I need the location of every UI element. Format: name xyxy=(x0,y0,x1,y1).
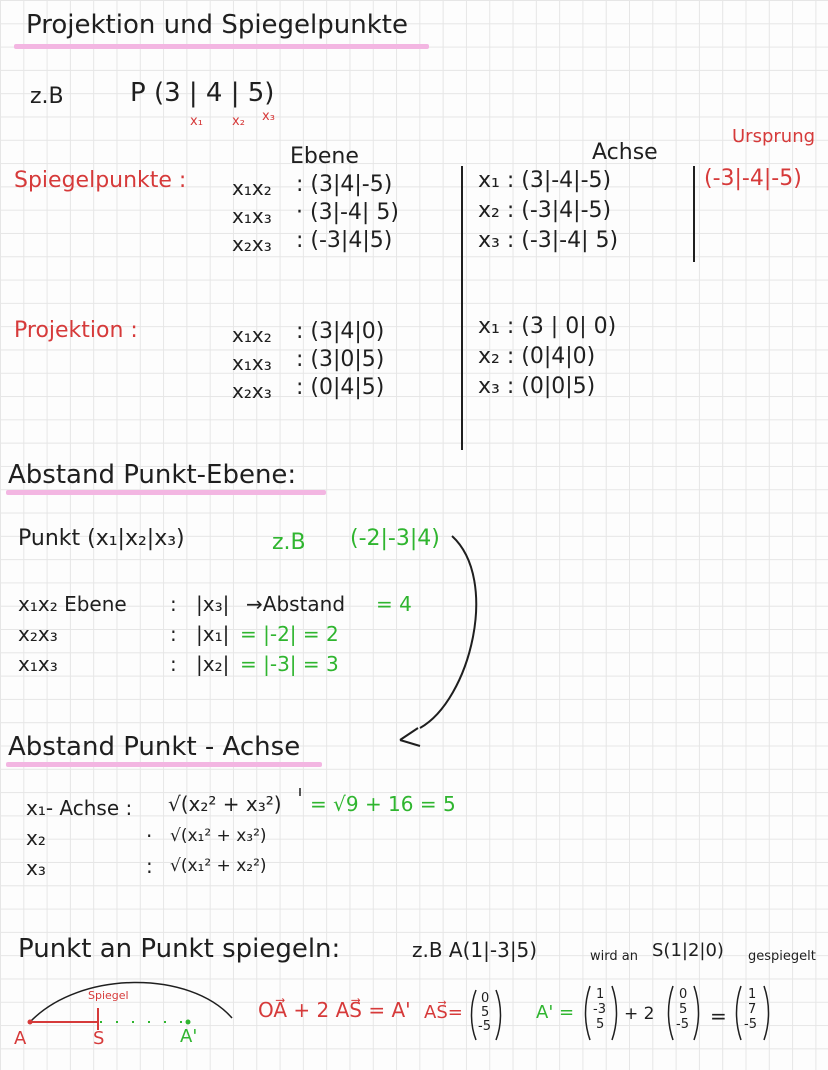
abstand-ebene-plane-2: x₂x₃ xyxy=(18,622,58,646)
spiegel-ebene-plane-3: x₂x₃ xyxy=(232,232,272,256)
proj-achse-3: x₃ : (0|0|5) xyxy=(478,374,596,399)
spiegel-ebene-plane-1: x₁x₂ xyxy=(232,176,272,200)
abstand-achse-sep-2: · xyxy=(146,824,153,848)
as-label: AS⃗= xyxy=(424,1002,463,1023)
spiegelpunkte-label: Spiegelpunkte : xyxy=(14,168,187,193)
abstand-ebene-formula-3: |x₂| xyxy=(196,652,230,676)
vector-paren-a-right xyxy=(612,986,617,1040)
plus-two: + 2 xyxy=(624,1004,655,1024)
abstand-achse-axis-2: x₂ xyxy=(26,826,46,850)
abstand-achse-heading: Abstand Punkt - Achse xyxy=(8,732,301,762)
as-vector-again-2: 5 xyxy=(679,1002,688,1017)
sketch-label-spiegel: Spiegel xyxy=(88,989,129,1002)
abstand-ebene-sep-1: : xyxy=(170,592,177,616)
abstand-ebene-example-label: z.B xyxy=(272,530,306,555)
a-vector-3: 5 xyxy=(596,1017,605,1032)
page-title: Projektion und Spiegelpunkte xyxy=(26,10,408,40)
proj-ebene-plane-2: x₁x₃ xyxy=(232,351,272,375)
vector-paren-as-left xyxy=(472,990,477,1040)
proj-achse-1: x₁ : (3 | 0| 0) xyxy=(478,314,617,339)
spiegel-ebene-value-2: · (3|-4| 5) xyxy=(296,200,399,225)
result-vector-1: 1 xyxy=(748,987,757,1002)
a-vector-2: -3 xyxy=(593,1002,606,1017)
spiegel-ebene-value-1: : (3|4|-5) xyxy=(296,172,393,197)
spiegeln-heading: Punkt an Punkt spiegeln: xyxy=(18,934,341,964)
proj-ebene-plane-1: x₁x₂ xyxy=(232,323,272,347)
achse-header: Achse xyxy=(592,140,658,165)
sketch-label-a-prime: A' xyxy=(180,1026,198,1047)
spiegel-ebene-plane-2: x₁x₃ xyxy=(232,204,272,228)
abstand-ebene-sep-2: : xyxy=(170,622,177,646)
spiegeln-center: S(1|2|0) xyxy=(652,940,724,961)
vector-paren-as2-left xyxy=(669,986,674,1040)
spiegeln-example: z.B A(1|-3|5) xyxy=(412,938,538,962)
vector-paren-result-right xyxy=(764,986,769,1040)
as-vector-again-3: -5 xyxy=(676,1017,689,1032)
equals-sign: = xyxy=(710,1004,727,1028)
vector-paren-result-left xyxy=(737,986,742,1040)
spiegeln-small-wird-an: wird an xyxy=(590,949,638,964)
spiegel-ebene-value-3: : (-3|4|5) xyxy=(296,228,393,253)
coord-label-x2: x₂ xyxy=(232,114,245,129)
as-vector-again-1: 0 xyxy=(679,987,688,1002)
spiegel-achse-3: x₃ : (-3|-4| 5) xyxy=(478,228,619,253)
proj-achse-2: x₂ : (0|4|0) xyxy=(478,344,596,369)
vector-paren-a-left xyxy=(586,986,591,1040)
spiegel-ursprung-value: (-3|-4|-5) xyxy=(704,166,802,191)
sketch-label-a: A xyxy=(14,1028,27,1049)
sketch-point-a-prime xyxy=(186,1020,191,1025)
coord-label-x3: x₃ xyxy=(262,109,275,124)
as-vector-3: -5 xyxy=(478,1019,491,1034)
as-vector-1: 0 xyxy=(481,991,490,1006)
coord-label-x1: x₁ xyxy=(190,114,203,129)
abstand-ebene-heading: Abstand Punkt-Ebene: xyxy=(8,460,297,490)
example-label: z.B xyxy=(30,84,64,109)
abstand-achse-sep-3: : xyxy=(146,854,153,878)
abstand-achse-formula-2: √(x₁² + x₃²) xyxy=(170,826,267,846)
abstand-ebene-arrow-1: →Abstand xyxy=(246,592,346,616)
curved-arrow xyxy=(420,536,476,728)
abstand-ebene-result-1: = 4 xyxy=(376,592,412,616)
abstand-ebene-punkt: Punkt (x₁|x₂|x₃) xyxy=(18,526,185,551)
spiegeln-small-gespiegelt: gespiegelt xyxy=(748,949,816,964)
vector-paren-as2-right xyxy=(694,986,699,1040)
ursprung-header: Ursprung xyxy=(732,126,816,147)
proj-ebene-value-2: : (3|0|5) xyxy=(296,347,385,372)
result-vector-3: -5 xyxy=(744,1017,757,1032)
proj-ebene-value-1: : (3|4|0) xyxy=(296,319,385,344)
abstand-achse-result-1: = √9 + 16 = 5 xyxy=(310,792,456,816)
a-vector-1: 1 xyxy=(596,987,605,1002)
abstand-achse-axis-1: x₁- Achse : xyxy=(26,796,133,820)
abstand-ebene-result-3: = |-3| = 3 xyxy=(240,652,339,676)
vector-paren-as-right xyxy=(496,990,501,1040)
abstand-ebene-sep-3: : xyxy=(170,652,177,676)
projektion-label: Projektion : xyxy=(14,318,138,343)
spiegeln-formula: OA⃗ + 2 AS⃗ = A' xyxy=(258,998,411,1022)
abstand-achse-axis-3: x₃ xyxy=(26,856,46,880)
ebene-header: Ebene xyxy=(290,144,359,169)
abstand-ebene-plane-3: x₁x₃ xyxy=(18,652,58,676)
spiegel-achse-2: x₂ : (-3|4|-5) xyxy=(478,198,612,223)
abstand-ebene-formula-1: |x₃| xyxy=(196,592,230,616)
as-vector-2: 5 xyxy=(481,1005,490,1020)
spiegel-achse-1: x₁ : (3|-4|-5) xyxy=(478,168,612,193)
proj-ebene-plane-3: x₂x₃ xyxy=(232,379,272,403)
arrow-head xyxy=(400,728,420,746)
sketch-label-s: S xyxy=(93,1028,105,1049)
sketch-arc xyxy=(30,982,232,1022)
abstand-ebene-result-2: = |-2| = 2 xyxy=(240,622,339,646)
abstand-achse-formula-3: √(x₁² + x₂²) xyxy=(170,856,267,876)
example-point: P (3 | 4 | 5) xyxy=(130,78,275,108)
abstand-ebene-plane-1: x₁x₂ Ebene xyxy=(18,592,127,616)
a-prime-label: A' = xyxy=(536,1002,575,1023)
sketch-point-a xyxy=(28,1020,33,1025)
abstand-ebene-formula-2: |x₁| xyxy=(196,622,230,646)
result-vector-2: 7 xyxy=(748,1002,757,1017)
abstand-ebene-example-point: (-2|-3|4) xyxy=(350,526,440,551)
proj-ebene-value-3: : (0|4|5) xyxy=(296,375,385,400)
abstand-achse-formula-1: √(x₂² + x₃²) xyxy=(168,792,282,816)
